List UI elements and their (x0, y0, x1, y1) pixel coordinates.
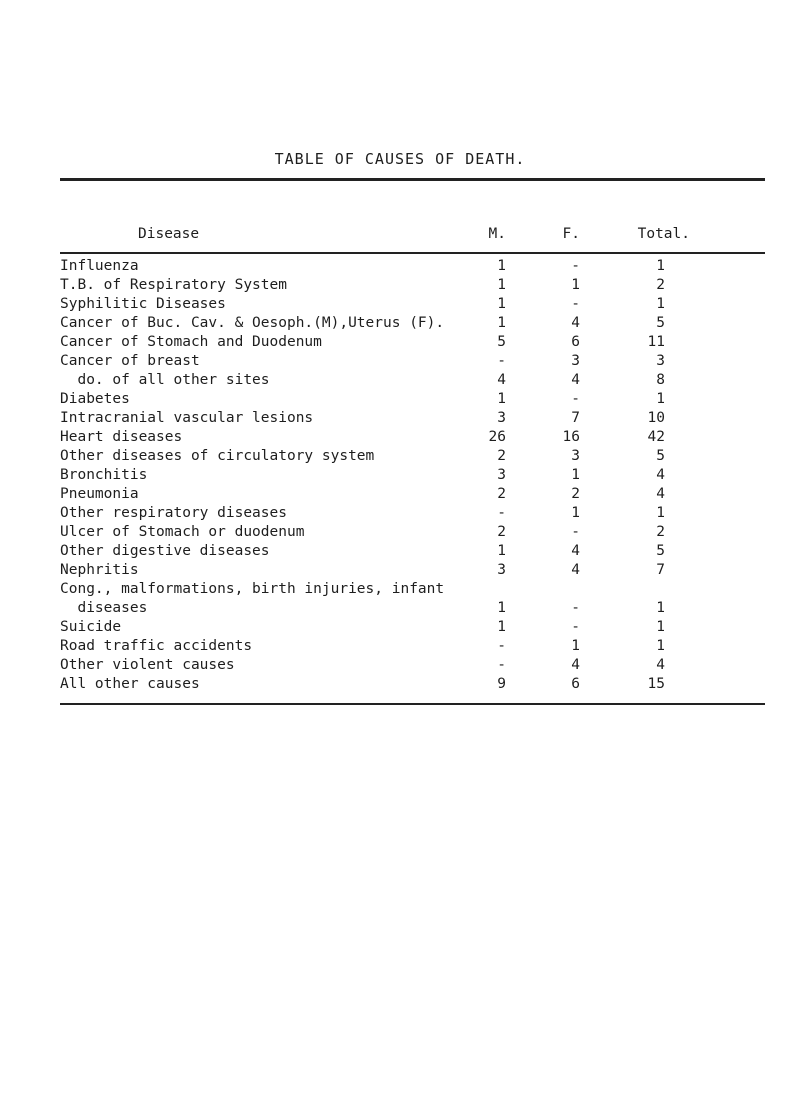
row-female: 4 (571, 562, 580, 578)
row-disease: Cancer of Stomach and Duodenum (60, 334, 322, 350)
row-female: 1 (571, 505, 580, 521)
row-female: - (571, 524, 580, 540)
row-disease: Bronchitis (60, 467, 148, 483)
row-female: - (571, 391, 580, 407)
row-total: 1 (656, 619, 665, 635)
bottom-rule (60, 703, 765, 705)
table-row (0, 656, 800, 675)
row-male: 2 (497, 448, 506, 464)
row-total: 1 (656, 600, 665, 616)
row-male: 3 (497, 562, 506, 578)
row-male: 3 (497, 467, 506, 483)
header-male: M. (488, 226, 506, 242)
row-total: 42 (647, 429, 665, 445)
row-disease: Other respiratory diseases (60, 505, 287, 521)
row-male: 1 (497, 296, 506, 312)
row-disease: Nephritis (60, 562, 139, 578)
row-total: 7 (656, 562, 665, 578)
row-male: 1 (497, 258, 506, 274)
row-total: 1 (656, 258, 665, 274)
row-female: 3 (571, 448, 580, 464)
row-female: 1 (571, 638, 580, 654)
table-row (0, 542, 800, 561)
row-total: 10 (647, 410, 665, 426)
row-total: 5 (656, 543, 665, 559)
row-total: 4 (656, 657, 665, 673)
table-row (0, 447, 800, 466)
row-male: 1 (497, 277, 506, 293)
row-female: 1 (571, 467, 580, 483)
table-row (0, 371, 800, 390)
row-disease: Other violent causes (60, 657, 235, 673)
row-female: 2 (571, 486, 580, 502)
row-total: 4 (656, 486, 665, 502)
row-disease: Cong., malformations, birth injuries, infant (60, 581, 445, 597)
table-row (0, 276, 800, 295)
table-row (0, 580, 800, 599)
header-total: Total. (637, 226, 690, 242)
row-disease: Heart diseases (60, 429, 183, 445)
table-row (0, 618, 800, 637)
table-row (0, 390, 800, 409)
row-disease: All other causes (60, 676, 200, 692)
row-male: - (497, 505, 506, 521)
table-row (0, 257, 800, 276)
row-male: 3 (497, 410, 506, 426)
row-male: 1 (497, 391, 506, 407)
table-body (0, 257, 800, 694)
row-disease: Influenza (60, 258, 139, 274)
row-male: 1 (497, 619, 506, 635)
row-total: 1 (656, 391, 665, 407)
row-disease: Other diseases of circulatory system (60, 448, 375, 464)
row-disease: Ulcer of Stomach or duodenum (60, 524, 305, 540)
table-row (0, 295, 800, 314)
table-row (0, 504, 800, 523)
row-male: 2 (497, 524, 506, 540)
table-row (0, 485, 800, 504)
table-row (0, 637, 800, 656)
table-row (0, 428, 800, 447)
row-total: 2 (656, 277, 665, 293)
row-disease: Pneumonia (60, 486, 139, 502)
table-row (0, 333, 800, 352)
row-male: 1 (497, 600, 506, 616)
row-male: 9 (497, 676, 506, 692)
table-row (0, 523, 800, 542)
header-disease: Disease (138, 226, 200, 242)
row-total: 4 (656, 467, 665, 483)
row-disease: Road traffic accidents (60, 638, 253, 654)
table-row (0, 466, 800, 485)
row-male: 2 (497, 486, 506, 502)
row-total: 5 (656, 448, 665, 464)
row-disease: T.B. of Respiratory System (60, 277, 287, 293)
row-total: 5 (656, 315, 665, 331)
table-row (0, 409, 800, 428)
row-female: 4 (571, 372, 580, 388)
row-male: 5 (497, 334, 506, 350)
table-row (0, 675, 800, 694)
row-total: 15 (647, 676, 665, 692)
header-rule (60, 252, 765, 254)
row-female: 1 (571, 277, 580, 293)
title-rule (60, 178, 765, 181)
row-disease: do. of all other sites (60, 372, 270, 388)
table-row (0, 599, 800, 618)
row-male: - (497, 657, 506, 673)
row-disease: Suicide (60, 619, 122, 635)
row-female: 3 (571, 353, 580, 369)
row-female: - (571, 296, 580, 312)
row-female: - (571, 600, 580, 616)
row-disease: Other digestive diseases (60, 543, 270, 559)
row-total: 1 (656, 296, 665, 312)
row-male: 4 (497, 372, 506, 388)
row-female: 4 (571, 543, 580, 559)
row-female: 16 (562, 429, 580, 445)
row-male: 1 (497, 543, 506, 559)
row-female: 6 (571, 334, 580, 350)
table-row (0, 561, 800, 580)
row-male: 26 (488, 429, 506, 445)
row-female: 4 (571, 657, 580, 673)
row-female: - (571, 619, 580, 635)
row-female: 6 (571, 676, 580, 692)
row-male: 1 (497, 315, 506, 331)
row-disease: Syphilitic Diseases (60, 296, 226, 312)
row-male: - (497, 638, 506, 654)
row-male: - (497, 353, 506, 369)
header-female: F. (562, 226, 580, 242)
table-row (0, 352, 800, 371)
table-header (0, 226, 800, 246)
row-female: 4 (571, 315, 580, 331)
row-disease: Cancer of Buc. Cav. & Oesoph.(M),Uterus (F). (60, 315, 445, 331)
row-total: 8 (656, 372, 665, 388)
row-total: 11 (647, 334, 665, 350)
table-row (0, 314, 800, 333)
row-total: 3 (656, 353, 665, 369)
row-total: 1 (656, 638, 665, 654)
row-female: 7 (571, 410, 580, 426)
row-disease: Cancer of breast (60, 353, 200, 369)
row-female: - (571, 258, 580, 274)
row-disease: Intracranial vascular lesions (60, 410, 314, 426)
row-disease: Diabetes (60, 391, 130, 407)
row-total: 2 (656, 524, 665, 540)
row-disease: diseases (60, 600, 148, 616)
page-title: TABLE OF CAUSES OF DEATH. (274, 150, 526, 168)
row-total: 1 (656, 505, 665, 521)
